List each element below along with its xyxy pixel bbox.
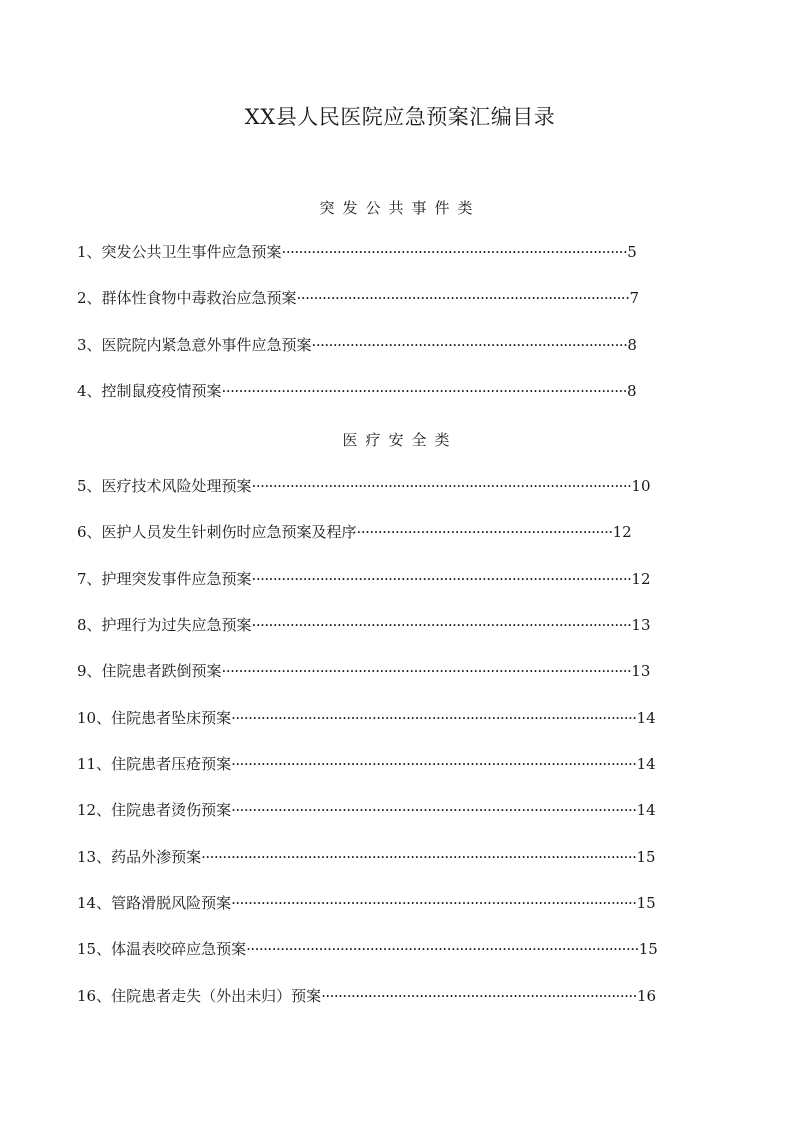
- entry-text: 1、突发公共卫生事件应急预案: [77, 243, 282, 261]
- toc-entry: [77, 891, 659, 915]
- entry-text: 15、体温表咬碎应急预案: [77, 940, 247, 958]
- toc-entry: [77, 379, 641, 403]
- toc-entry: [77, 333, 641, 357]
- dot-leader: ·······························································································: [231, 894, 637, 912]
- entry-text: 12、住院患者烫伤预案: [77, 801, 232, 819]
- toc-entry: [77, 567, 651, 591]
- entry-text: 7、护理突发事件应急预案: [77, 570, 252, 588]
- toc-entry: [77, 798, 659, 822]
- dot-leader: ································································································: [221, 662, 632, 680]
- entry-text: 4、控制鼠疫疫情预案: [77, 382, 222, 400]
- toc-entry: [77, 937, 659, 961]
- entry-page: 16: [636, 987, 657, 1005]
- entry-page: 15: [636, 848, 656, 866]
- toc-entry: [77, 286, 641, 310]
- entry-page: 5: [627, 243, 637, 261]
- toc-entry: [77, 845, 659, 869]
- section-heading-public-emergency: 突发公共事件类: [319, 199, 481, 217]
- entry-text: 5、医疗技术风险处理预案: [77, 477, 252, 495]
- dot-leader: ·······························································································: [221, 382, 628, 400]
- toc-entry: [77, 520, 633, 544]
- entry-text: 9、住院患者跌倒预案: [77, 662, 222, 680]
- dot-leader: ··········································································: [311, 336, 628, 354]
- toc-entry: [77, 984, 659, 1008]
- entry-page: 13: [631, 616, 651, 634]
- toc-entry: [77, 474, 651, 498]
- entry-page: 7: [629, 289, 640, 307]
- dot-leader: ·························································································: [251, 477, 632, 495]
- entry-page: 13: [631, 662, 651, 680]
- entry-text: 3、医院院内紧急意外事件应急预案: [77, 336, 312, 354]
- dot-leader: ······································································································: [201, 848, 637, 866]
- entry-page: 15: [636, 894, 656, 912]
- entry-page: 14: [636, 755, 656, 773]
- entry-page: 12: [612, 523, 632, 541]
- entry-text: 11、住院患者压疮预案: [77, 755, 232, 773]
- toc-entry: [77, 659, 651, 683]
- entry-page: 8: [627, 382, 637, 400]
- entry-text: 6、医护人员发生针刺伤时应急预案及程序: [77, 523, 357, 541]
- entry-text: 16、住院患者走失（外出未归）预案: [77, 987, 322, 1005]
- entry-text: 10、住院患者坠床预案: [77, 709, 232, 727]
- entry-text: 13、药品外渗预案: [77, 848, 202, 866]
- entry-text: 2、群体性食物中毒救治应急预案: [77, 289, 297, 307]
- entry-text: 14、管路滑脱风险预案: [77, 894, 232, 912]
- toc-entry: [77, 752, 659, 776]
- dot-leader: ·························································································: [251, 570, 632, 588]
- document-title: XX县人民医院应急预案汇编目录: [244, 105, 556, 129]
- dot-leader: ·······························································································: [231, 801, 637, 819]
- section-heading-medical-safety: 医疗安全类: [342, 431, 458, 449]
- entry-page: 10: [631, 477, 651, 495]
- entry-page: 15: [638, 940, 658, 958]
- dot-leader: ····························································································: [246, 940, 639, 958]
- toc-entry: [77, 613, 651, 637]
- dot-leader: ··········································································: [321, 987, 637, 1005]
- dot-leader: ·························································································: [251, 616, 632, 634]
- entry-text: 8、护理行为过失应急预案: [77, 616, 252, 634]
- entry-page: 14: [636, 709, 656, 727]
- dot-leader: ·················································································: [281, 243, 628, 261]
- dot-leader: ·······························································································: [231, 709, 637, 727]
- dot-leader: ··············································································: [296, 289, 630, 307]
- entry-page: 8: [627, 336, 637, 354]
- toc-entry: [77, 240, 641, 264]
- entry-page: 12: [631, 570, 651, 588]
- toc-entry: [77, 706, 659, 730]
- dot-leader: ·······························································································: [231, 755, 637, 773]
- dot-leader: ····························································: [356, 523, 613, 541]
- entry-page: 14: [636, 801, 656, 819]
